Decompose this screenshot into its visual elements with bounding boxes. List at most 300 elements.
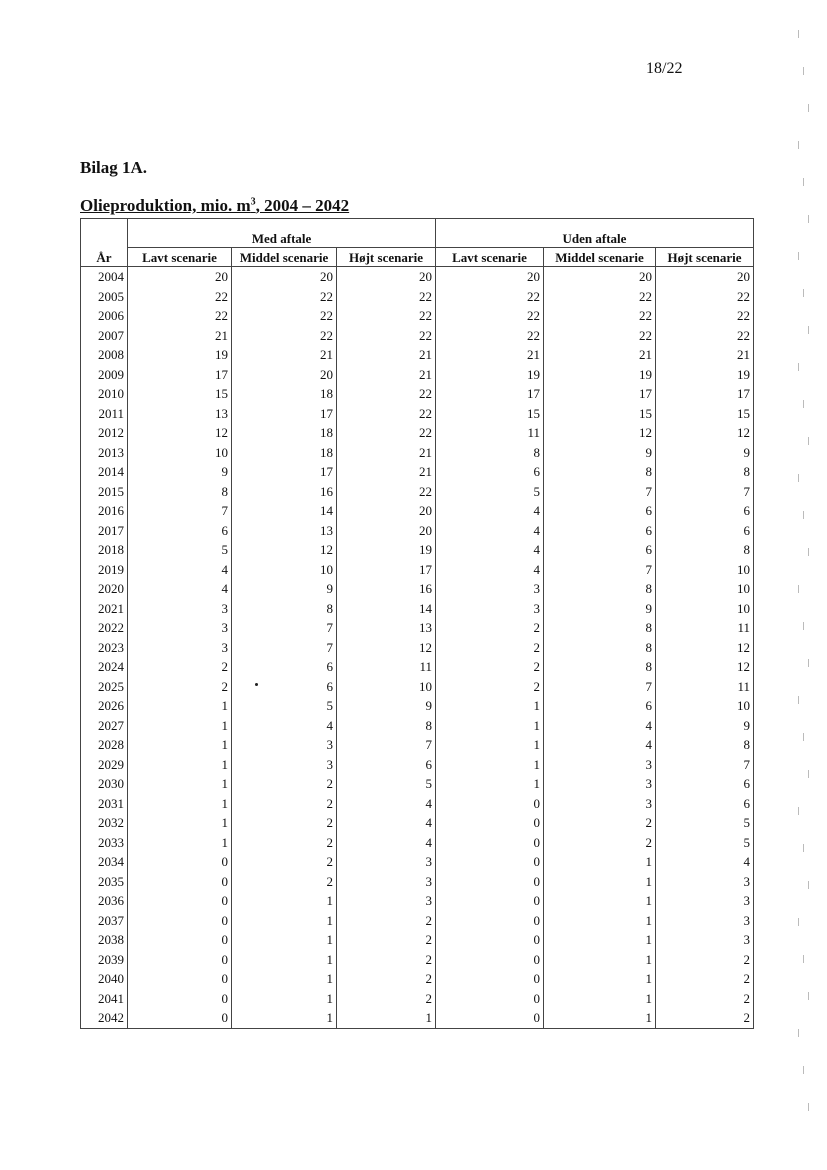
value-cell: 2 (337, 911, 436, 931)
value-cell: 6 (337, 755, 436, 775)
value-cell: 22 (656, 326, 754, 346)
value-cell: 22 (337, 384, 436, 404)
year-cell: 2040 (81, 969, 128, 989)
scan-tick (808, 770, 809, 778)
value-cell: 19 (436, 365, 544, 385)
table-row (81, 287, 754, 307)
value-cell: 1 (544, 950, 656, 970)
year-cell: 2004 (81, 267, 128, 287)
value-cell: 19 (128, 345, 232, 365)
value-cell: 0 (128, 930, 232, 950)
value-cell: 0 (436, 911, 544, 931)
value-cell: 0 (128, 989, 232, 1009)
year-cell: 2023 (81, 638, 128, 658)
value-cell: 1 (128, 774, 232, 794)
value-cell: 0 (128, 891, 232, 911)
year-cell: 2020 (81, 579, 128, 599)
value-cell: 17 (128, 365, 232, 385)
value-cell: 1 (128, 813, 232, 833)
value-cell: 19 (544, 365, 656, 385)
value-cell: 1 (232, 891, 337, 911)
value-cell: 13 (337, 618, 436, 638)
value-cell: 20 (232, 267, 337, 287)
value-cell: 1 (544, 930, 656, 950)
value-cell: 1 (544, 989, 656, 1009)
year-cell: 2016 (81, 501, 128, 521)
value-cell: 15 (656, 404, 754, 424)
scan-tick (808, 881, 809, 889)
value-cell: 1 (544, 911, 656, 931)
value-cell: 0 (128, 1008, 232, 1028)
value-cell: 2 (436, 657, 544, 677)
value-cell: 3 (544, 755, 656, 775)
scan-tick (798, 252, 799, 260)
value-cell: 0 (436, 989, 544, 1009)
year-cell: 2039 (81, 950, 128, 970)
value-cell: 2 (232, 813, 337, 833)
year-cell: 2017 (81, 521, 128, 541)
value-cell: 1 (232, 950, 337, 970)
value-cell: 12 (337, 638, 436, 658)
value-cell: 19 (337, 540, 436, 560)
value-cell: 3 (656, 930, 754, 950)
value-cell: 9 (232, 579, 337, 599)
value-cell: 8 (337, 716, 436, 736)
value-cell: 3 (232, 735, 337, 755)
value-cell: 15 (544, 404, 656, 424)
value-cell: 17 (232, 462, 337, 482)
value-cell: 16 (232, 482, 337, 502)
value-cell: 4 (436, 560, 544, 580)
value-cell: 14 (232, 501, 337, 521)
value-cell: 21 (436, 345, 544, 365)
value-cell: 0 (436, 1008, 544, 1028)
value-cell: 2 (232, 774, 337, 794)
value-cell: 12 (656, 638, 754, 658)
scan-tick (803, 67, 804, 75)
value-cell: 3 (128, 638, 232, 658)
value-cell: 1 (436, 735, 544, 755)
value-cell: 20 (337, 267, 436, 287)
value-cell: 0 (128, 911, 232, 931)
value-cell: 22 (337, 404, 436, 424)
value-cell: 13 (128, 404, 232, 424)
value-cell: 0 (436, 833, 544, 853)
year-cell: 2035 (81, 872, 128, 892)
value-cell: 1 (544, 969, 656, 989)
value-cell: 6 (544, 521, 656, 541)
table-row (81, 930, 754, 950)
table-row (81, 852, 754, 872)
value-cell: 6 (656, 774, 754, 794)
table-row (81, 755, 754, 775)
year-cell: 2032 (81, 813, 128, 833)
year-cell: 2015 (81, 482, 128, 502)
year-cell: 2038 (81, 930, 128, 950)
value-cell: 21 (337, 462, 436, 482)
value-cell: 2 (544, 833, 656, 853)
year-cell: 2018 (81, 540, 128, 560)
value-cell: 18 (232, 384, 337, 404)
year-cell: 2028 (81, 735, 128, 755)
sub-header-uden-lavt: Lavt scenarie (436, 248, 544, 267)
value-cell: 21 (337, 345, 436, 365)
scan-tick (808, 548, 809, 556)
value-cell: 22 (544, 287, 656, 307)
scan-tick (798, 30, 799, 38)
value-cell: 0 (128, 950, 232, 970)
value-cell: 2 (436, 677, 544, 697)
value-cell: 4 (337, 794, 436, 814)
table-row (81, 911, 754, 931)
value-cell: 8 (544, 579, 656, 599)
scan-tick (798, 141, 799, 149)
value-cell: 10 (232, 560, 337, 580)
value-cell: 12 (128, 423, 232, 443)
table-row (81, 482, 754, 502)
page-number: 18/22 (646, 60, 683, 77)
value-cell: 16 (337, 579, 436, 599)
value-cell: 20 (544, 267, 656, 287)
value-cell: 6 (544, 696, 656, 716)
table-row (81, 618, 754, 638)
year-cell: 2008 (81, 345, 128, 365)
value-cell: 8 (544, 462, 656, 482)
value-cell: 6 (232, 677, 337, 697)
year-cell: 2013 (81, 443, 128, 463)
table-row (81, 501, 754, 521)
year-cell: 2025 (81, 677, 128, 697)
value-cell: 17 (436, 384, 544, 404)
value-cell: 1 (128, 794, 232, 814)
value-cell: 22 (232, 306, 337, 326)
scan-tick (803, 400, 804, 408)
value-cell: 22 (128, 287, 232, 307)
value-cell: 10 (656, 579, 754, 599)
value-cell: 0 (436, 813, 544, 833)
value-cell: 3 (232, 755, 337, 775)
value-cell: 5 (232, 696, 337, 716)
scan-tick (808, 992, 809, 1000)
value-cell: 9 (544, 443, 656, 463)
table-row (81, 735, 754, 755)
value-cell: 2 (232, 794, 337, 814)
value-cell: 8 (656, 540, 754, 560)
year-cell: 2030 (81, 774, 128, 794)
table-row (81, 306, 754, 326)
year-cell: 2011 (81, 404, 128, 424)
value-cell: 0 (436, 872, 544, 892)
value-cell: 4 (436, 501, 544, 521)
value-cell: 0 (436, 852, 544, 872)
year-cell: 2005 (81, 287, 128, 307)
scan-tick (798, 363, 799, 371)
table-row (81, 540, 754, 560)
value-cell: 21 (656, 345, 754, 365)
table-row (81, 599, 754, 619)
value-cell: 3 (544, 794, 656, 814)
value-cell: 12 (656, 657, 754, 677)
value-cell: 10 (128, 443, 232, 463)
value-cell: 12 (232, 540, 337, 560)
scan-tick (798, 807, 799, 815)
value-cell: 6 (436, 462, 544, 482)
value-cell: 9 (128, 462, 232, 482)
value-cell: 0 (436, 930, 544, 950)
value-cell: 21 (232, 345, 337, 365)
value-cell: 10 (656, 560, 754, 580)
value-cell: 18 (232, 443, 337, 463)
table-row (81, 365, 754, 385)
value-cell: 13 (232, 521, 337, 541)
value-cell: 22 (232, 287, 337, 307)
value-cell: 22 (337, 326, 436, 346)
scan-speck (255, 683, 258, 686)
value-cell: 3 (337, 891, 436, 911)
value-cell: 15 (128, 384, 232, 404)
value-cell: 22 (337, 482, 436, 502)
table-row (81, 638, 754, 658)
scan-tick (803, 733, 804, 741)
year-cell: 2022 (81, 618, 128, 638)
value-cell: 10 (337, 677, 436, 697)
value-cell: 1 (128, 833, 232, 853)
value-cell: 9 (544, 599, 656, 619)
value-cell: 2 (337, 989, 436, 1009)
value-cell: 10 (656, 696, 754, 716)
value-cell: 18 (232, 423, 337, 443)
value-cell: 11 (656, 618, 754, 638)
value-cell: 2 (337, 950, 436, 970)
sub-header-med-middel: Middel scenarie (232, 248, 337, 267)
value-cell: 5 (436, 482, 544, 502)
value-cell: 4 (544, 735, 656, 755)
value-cell: 3 (337, 872, 436, 892)
value-cell: 1 (337, 1008, 436, 1028)
value-cell: 2 (656, 950, 754, 970)
value-cell: 5 (656, 833, 754, 853)
value-cell: 6 (656, 501, 754, 521)
year-cell: 2009 (81, 365, 128, 385)
value-cell: 1 (544, 891, 656, 911)
oil-production-table (80, 218, 754, 1029)
table-row (81, 872, 754, 892)
table-row (81, 462, 754, 482)
value-cell: 8 (436, 443, 544, 463)
sub-header-med-lavt: Lavt scenarie (128, 248, 232, 267)
table-row (81, 833, 754, 853)
year-cell: 2029 (81, 755, 128, 775)
year-cell: 2027 (81, 716, 128, 736)
value-cell: 17 (544, 384, 656, 404)
value-cell: 2 (656, 969, 754, 989)
value-cell: 22 (436, 306, 544, 326)
scan-tick (808, 215, 809, 223)
value-cell: 1 (232, 969, 337, 989)
value-cell: 6 (656, 794, 754, 814)
value-cell: 22 (544, 306, 656, 326)
value-cell: 0 (128, 969, 232, 989)
value-cell: 22 (337, 423, 436, 443)
title-prefix: Olieproduktion, mio. m (80, 196, 251, 215)
value-cell: 2 (232, 872, 337, 892)
value-cell: 2 (232, 833, 337, 853)
table-row (81, 716, 754, 736)
value-cell: 2 (128, 657, 232, 677)
value-cell: 2 (436, 618, 544, 638)
value-cell: 7 (544, 677, 656, 697)
table-row (81, 1008, 754, 1028)
value-cell: 11 (436, 423, 544, 443)
value-cell: 22 (656, 306, 754, 326)
table-row (81, 774, 754, 794)
table-row (81, 384, 754, 404)
value-cell: 22 (337, 287, 436, 307)
table-row (81, 989, 754, 1009)
scan-tick (798, 1029, 799, 1037)
value-cell: 7 (656, 482, 754, 502)
year-cell: 2041 (81, 989, 128, 1009)
value-cell: 21 (337, 365, 436, 385)
year-header: År (81, 219, 128, 267)
scan-tick (803, 1066, 804, 1074)
scan-tick (798, 918, 799, 926)
table-row (81, 326, 754, 346)
value-cell: 6 (656, 521, 754, 541)
value-cell: 1 (128, 716, 232, 736)
value-cell: 22 (436, 287, 544, 307)
value-cell: 17 (232, 404, 337, 424)
value-cell: 7 (337, 735, 436, 755)
scan-margin-marks (798, 30, 818, 1150)
scan-tick (803, 289, 804, 297)
value-cell: 7 (232, 618, 337, 638)
year-cell: 2024 (81, 657, 128, 677)
sub-header-uden-middel: Middel scenarie (544, 248, 656, 267)
table-row (81, 696, 754, 716)
table-row (81, 813, 754, 833)
scan-tick (808, 659, 809, 667)
value-cell: 1 (544, 852, 656, 872)
table-row (81, 345, 754, 365)
value-cell: 11 (656, 677, 754, 697)
value-cell: 5 (337, 774, 436, 794)
value-cell: 20 (128, 267, 232, 287)
value-cell: 1 (544, 1008, 656, 1028)
value-cell: 6 (128, 521, 232, 541)
value-cell: 7 (128, 501, 232, 521)
table-row (81, 579, 754, 599)
year-cell: 2036 (81, 891, 128, 911)
value-cell: 1 (232, 911, 337, 931)
value-cell: 4 (128, 560, 232, 580)
sub-header-uden-hojt: Højt scenarie (656, 248, 754, 267)
value-cell: 4 (656, 852, 754, 872)
value-cell: 7 (656, 755, 754, 775)
group-header-med-aftale: Med aftale (128, 219, 436, 248)
value-cell: 8 (232, 599, 337, 619)
year-cell: 2021 (81, 599, 128, 619)
value-cell: 0 (128, 852, 232, 872)
value-cell: 4 (128, 579, 232, 599)
value-cell: 9 (337, 696, 436, 716)
value-cell: 0 (436, 969, 544, 989)
scan-tick (798, 696, 799, 704)
value-cell: 3 (337, 852, 436, 872)
value-cell: 22 (544, 326, 656, 346)
scan-tick (803, 844, 804, 852)
value-cell: 1 (232, 930, 337, 950)
value-cell: 4 (337, 813, 436, 833)
value-cell: 15 (436, 404, 544, 424)
value-cell: 0 (128, 872, 232, 892)
table-row (81, 560, 754, 580)
year-cell: 2026 (81, 696, 128, 716)
value-cell: 12 (656, 423, 754, 443)
table-row (81, 521, 754, 541)
value-cell: 21 (128, 326, 232, 346)
value-cell: 1 (232, 1008, 337, 1028)
value-cell: 7 (544, 482, 656, 502)
value-cell: 6 (232, 657, 337, 677)
scan-tick (808, 104, 809, 112)
year-cell: 2034 (81, 852, 128, 872)
value-cell: 0 (436, 794, 544, 814)
value-cell: 3 (128, 599, 232, 619)
value-cell: 20 (436, 267, 544, 287)
value-cell: 21 (337, 443, 436, 463)
appendix-label: Bilag 1A. (80, 158, 148, 177)
value-cell: 2 (337, 930, 436, 950)
value-cell: 8 (544, 638, 656, 658)
value-cell: 2 (128, 677, 232, 697)
value-cell: 22 (128, 306, 232, 326)
year-cell: 2037 (81, 911, 128, 931)
value-cell: 2 (232, 852, 337, 872)
scan-tick (798, 474, 799, 482)
scan-tick (798, 585, 799, 593)
value-cell: 5 (656, 813, 754, 833)
value-cell: 20 (232, 365, 337, 385)
year-cell: 2012 (81, 423, 128, 443)
value-cell: 1 (128, 755, 232, 775)
value-cell: 17 (656, 384, 754, 404)
year-cell: 2007 (81, 326, 128, 346)
value-cell: 0 (436, 891, 544, 911)
value-cell: 22 (232, 326, 337, 346)
scan-tick (803, 622, 804, 630)
scan-tick (808, 326, 809, 334)
title-suffix: , 2004 – 2042 (255, 196, 350, 215)
value-cell: 8 (128, 482, 232, 502)
table-row (81, 891, 754, 911)
title-superscript: 3 (250, 196, 256, 208)
value-cell: 7 (544, 560, 656, 580)
year-cell: 2014 (81, 462, 128, 482)
year-cell: 2042 (81, 1008, 128, 1028)
value-cell: 4 (337, 833, 436, 853)
value-cell: 10 (656, 599, 754, 619)
value-cell: 22 (337, 306, 436, 326)
scan-tick (803, 511, 804, 519)
value-cell: 4 (544, 716, 656, 736)
value-cell: 8 (656, 462, 754, 482)
table-row (81, 443, 754, 463)
value-cell: 20 (337, 501, 436, 521)
value-cell: 8 (544, 657, 656, 677)
table-row (81, 950, 754, 970)
value-cell: 9 (656, 716, 754, 736)
